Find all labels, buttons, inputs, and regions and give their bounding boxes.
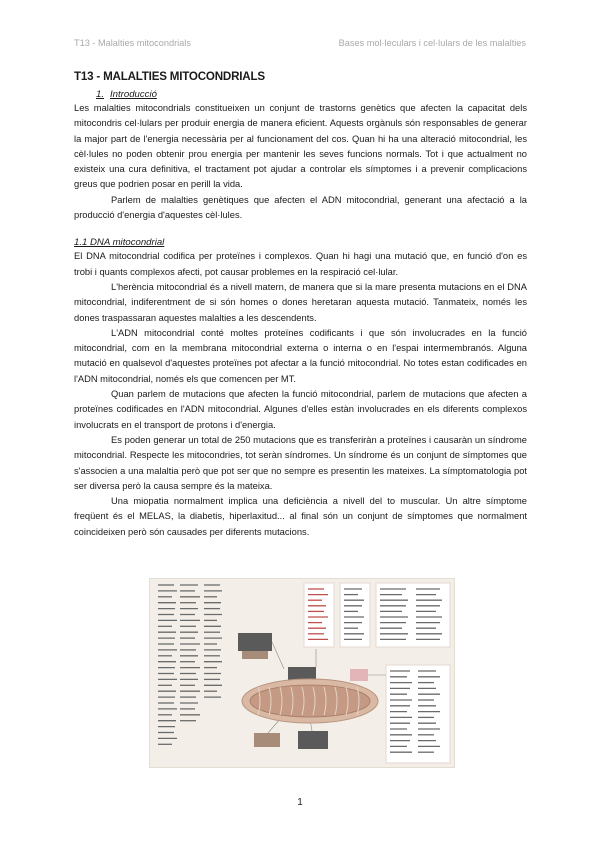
page-header	[74, 38, 526, 48]
gene-list-panel	[376, 583, 450, 647]
complex-label-box	[254, 733, 280, 747]
paragraph: Parlem de malalties genètiques que afecten el ADN mitocondrial, generant una afectació a la producció d'energia d'aquestes cèl·lules.	[74, 194, 527, 221]
document-title: T13 - MALALTIES MITOCONDRIALS	[74, 70, 265, 83]
paragraph: Les malalties mitocondrials constitueixen un conjunt de trastorns genètics que afecten la capacitat dels mitocondris cel·lulars per produir energia de manera eficient. Aquests orgànuls són responsables de generar la major part de l'energia necessària per al funcionament del cos. Quan hi ha una alteració mitocondrial, les cèl·lules no poden obtenir prou energia per mantenir les seves funcions normals. Tot i que actualment no existeix una cura definitiva, el tractament pot ajudar a controlar els símptomes i a prevenir complicacions greus que podrien posar en perill la vida.	[74, 103, 527, 190]
paragraph: Es poden generar un total de 250 mutacions que es transferiràn a proteïnes i causaràn un síndrome mitocondrial. Respecte les mitocondries, tot seràn síndromes. Un síndrome és un conjunt de símptomes que s'associen a una malaltia però que pot ser que no sempre es presentin les mateixes. La símptomatologia pot ser diversa però la causa sempre és la mateixa.	[74, 434, 527, 491]
document-body	[74, 70, 527, 540]
mitochondrion-diagram	[150, 579, 454, 767]
mitochondrial-proteins-figure	[149, 578, 455, 768]
complex-label-box	[350, 669, 368, 681]
paragraph: Quan parlem de mutacions que afecten la funció mitocondrial, parlem de mutacions que afecten a proteïnes codificades en l'ADN mitocondrial. Algunes d'elles estàn involucrades en els diferents complexos involucrats en el transport de protons i d'energia.	[74, 389, 527, 430]
header-right: Bases mol·leculars i cel·lulars de les malalties	[338, 38, 526, 48]
complex-label-box	[298, 731, 328, 749]
section-heading-text: Introducció	[110, 89, 157, 100]
gene-list-panel	[304, 583, 334, 647]
section-heading-introduccio	[74, 89, 527, 100]
header-left: T13 - Malalties mitocondrials	[74, 38, 191, 48]
gene-list-panel	[386, 665, 450, 763]
section-number: 1.	[96, 89, 105, 100]
gene-list-column	[180, 585, 200, 721]
complex-label-box	[242, 651, 268, 659]
section-heading-dna-mitocondrial: 1.1 DNA mitocondrial	[74, 237, 165, 249]
mitochondrial-matrix	[250, 685, 370, 717]
paragraph: El DNA mitocondrial codifica per proteïnes i complexos. Quan hi hagi una mutació que, en funció d'on es trobi i quants complexos afecti, pot causar problemes en la respiració cel·lular.	[74, 251, 527, 277]
gene-list-column	[204, 585, 222, 697]
paragraph: L'herència mitocondrial és a nivell matern, de manera que si la mare presenta mutacions en el DNA mitocondrial, indiferentment de si són homes o dones heretaran aquesta mutació. Tanmateix, només les dones traspassaran aquestes malalties a les descendents.	[74, 281, 527, 323]
gene-list-panel	[340, 583, 370, 647]
paragraph: L'ADN mitocondrial conté moltes proteïnes codificants i que són involucrades en la funció mitocondrial, com en la membrana mitocondrial externa o interna o en l'espai intermembranós. Alguna mutació en qualsevol d'aquestes proteïnes pot afectar a la funció mitocondrial. No totes estan codificades en l'ADN mitocondrial, només els que comencen per MT.	[74, 327, 527, 384]
gene-list-column	[158, 585, 177, 744]
page-number: 1	[297, 797, 303, 808]
paragraph: Una miopatia normalment implica una deficiència a nivell del to muscular. Un altre símptome freqüent és el MELAS, la diabetis, hiperlaxitud... al final són un conjunt de símptomes que normalment coincideixen però són causades per diferents mutacions.	[74, 496, 527, 537]
complex-label-box	[238, 633, 272, 651]
